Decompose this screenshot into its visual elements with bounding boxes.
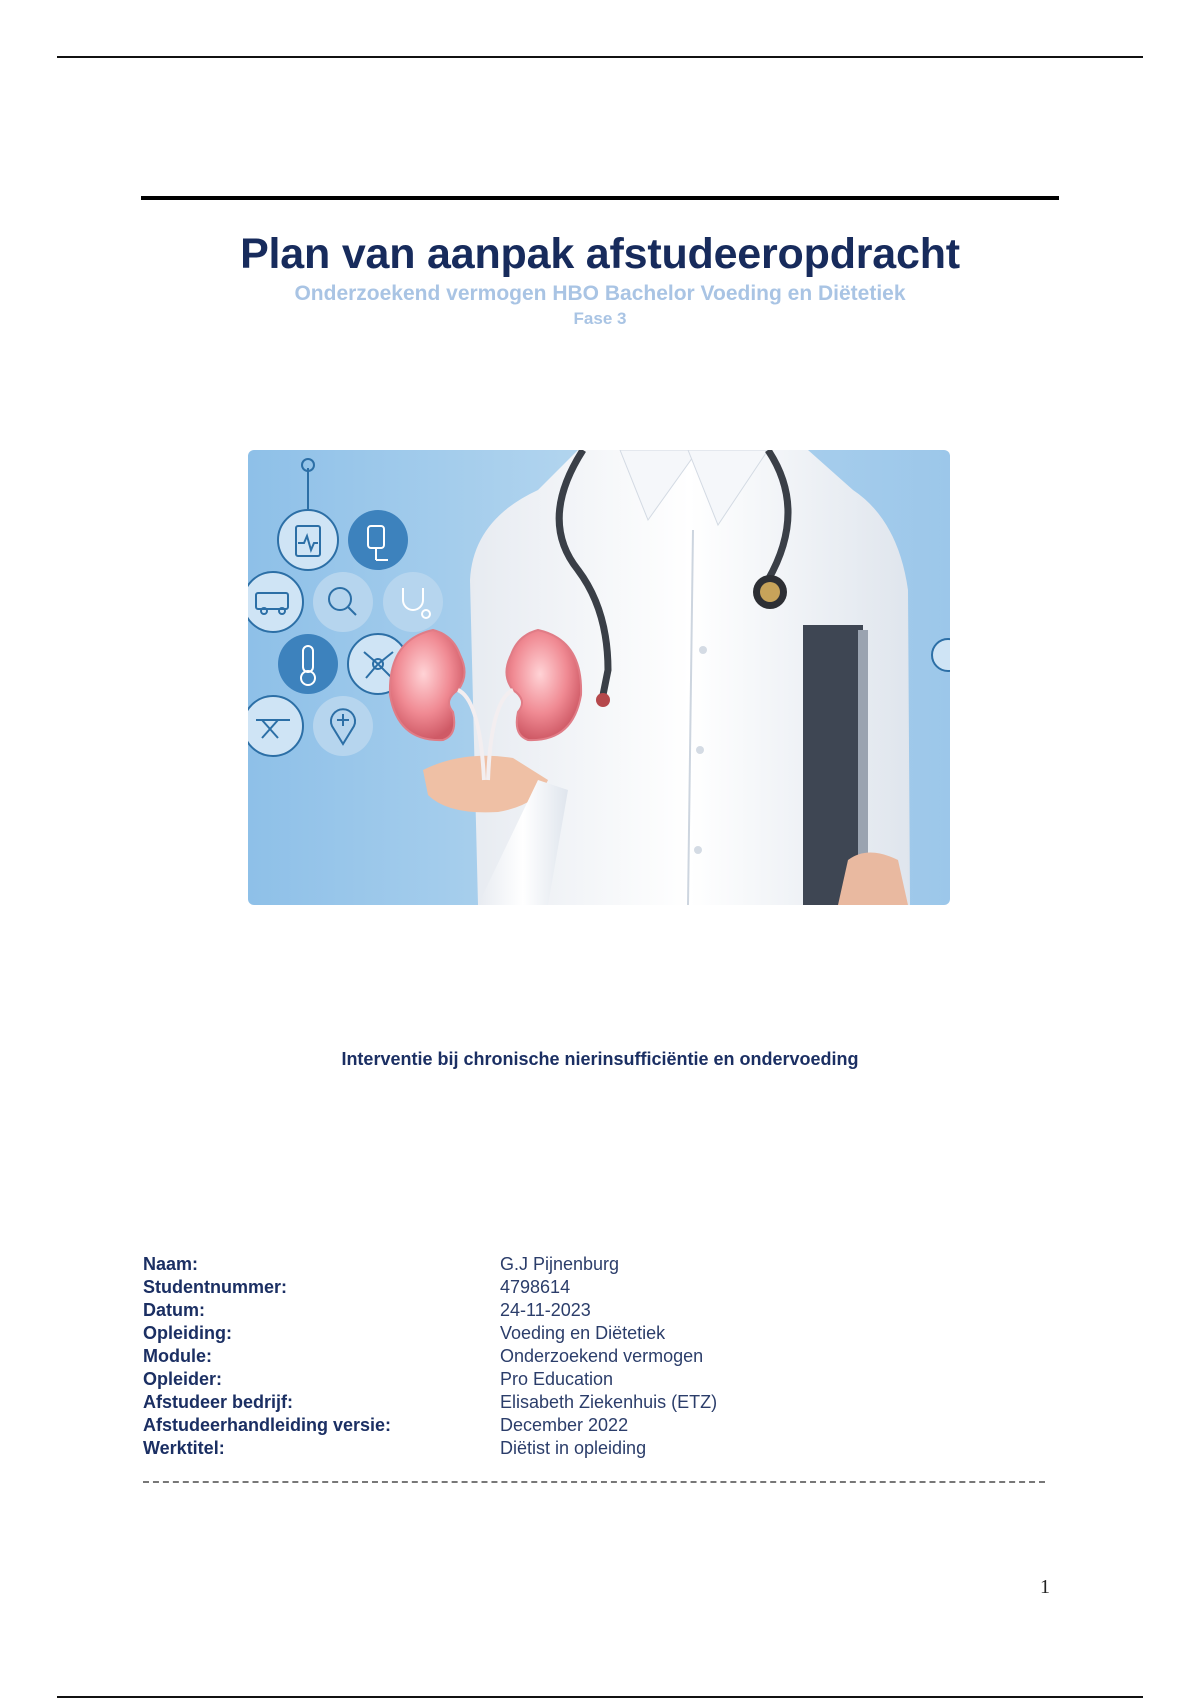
- document-phase: Fase 3: [573, 309, 627, 328]
- info-row-program: [143, 1322, 903, 1345]
- title-rule: [141, 196, 1059, 200]
- info-label: Opleider:: [143, 1369, 223, 1389]
- info-value: G.J Pijnenburg: [500, 1254, 620, 1274]
- doctor-kidneys-illustration: [248, 450, 950, 905]
- separator-line: [143, 1481, 1045, 1483]
- document-title: Plan van aanpak afstudeeropdracht: [240, 230, 960, 278]
- bottom-rule: [57, 1696, 1143, 1698]
- info-label: Naam:: [143, 1254, 199, 1274]
- info-value: Pro Education: [500, 1369, 614, 1389]
- info-row-student-number: [143, 1276, 903, 1299]
- info-label: Datum:: [143, 1300, 205, 1320]
- info-label: Opleiding:: [143, 1323, 232, 1343]
- info-row-name: [143, 1253, 903, 1276]
- info-row-company: [143, 1391, 903, 1414]
- info-value: Elisabeth Ziekenhuis (ETZ): [500, 1392, 718, 1412]
- info-row-date: [143, 1299, 903, 1322]
- info-row-working-title: [143, 1437, 903, 1460]
- info-table: [143, 1253, 903, 1460]
- top-rule: [57, 56, 1143, 58]
- info-label: Afstudeerhandleiding versie:: [143, 1415, 392, 1435]
- info-value: Voeding en Diëtetiek: [500, 1323, 666, 1343]
- hero-image: [248, 450, 950, 905]
- document-subtitle: Onderzoekend vermogen HBO Bachelor Voeding en Diëtetiek: [294, 282, 906, 305]
- info-value: December 2022: [500, 1415, 629, 1435]
- info-value: 4798614: [500, 1277, 571, 1297]
- info-label: Werktitel:: [143, 1438, 225, 1458]
- info-row-module: [143, 1345, 903, 1368]
- info-label: Afstudeer bedrijf:: [143, 1392, 294, 1412]
- thesis-title: Interventie bij chronische nierinsufficiëntie en ondervoeding: [341, 1049, 859, 1069]
- info-row-trainer: [143, 1368, 903, 1391]
- info-label: Module:: [143, 1346, 212, 1366]
- info-value: 24-11-2023: [500, 1300, 591, 1320]
- info-row-manual-version: [143, 1414, 903, 1437]
- page-number: 1: [1040, 1576, 1050, 1598]
- info-value: Onderzoekend vermogen: [500, 1346, 704, 1366]
- info-label: Studentnummer:: [143, 1277, 287, 1297]
- info-value: Diëtist in opleiding: [500, 1438, 647, 1458]
